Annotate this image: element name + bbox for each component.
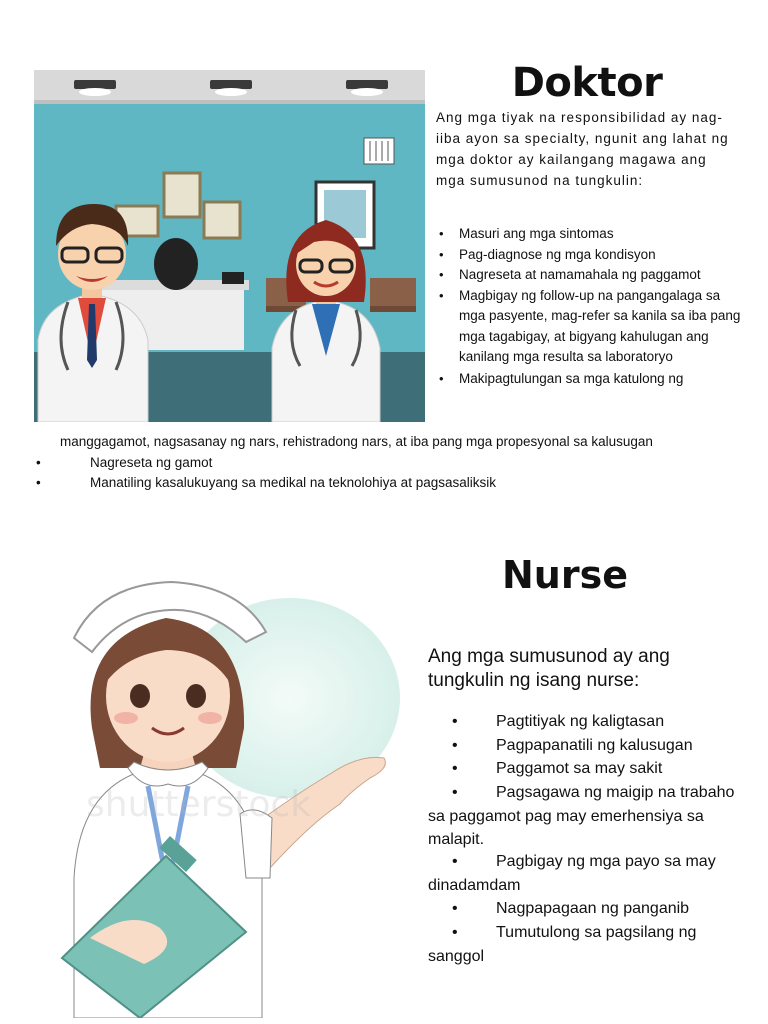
- bullet-icon: •: [439, 246, 444, 262]
- list-item: • Nagreseta at namamahala ng paggamot: [459, 265, 749, 286]
- list-item: • Manatiling kasalukuyang sa medikal na teknolohiya at pagsasaliksik: [90, 473, 496, 493]
- bullet-icon: •: [452, 760, 458, 777]
- doktor-title: Doktor: [511, 60, 663, 106]
- bullet-icon: •: [439, 226, 444, 241]
- bullet-icon: •: [452, 853, 458, 870]
- doktor-duties-list: [439, 224, 749, 389]
- bullet-icon: •: [452, 900, 458, 917]
- doktor-item-continuation: manggagamot, nagsasanay ng nars, rehistradong nars, at iba pang mga propesyonal sa kalusugan: [60, 434, 653, 449]
- bullet-icon: •: [439, 267, 444, 282]
- bullet-icon: •: [439, 370, 444, 386]
- doctors-illustration: [34, 70, 425, 422]
- list-item: • Magbigay ng follow-up na pangangalaga sa mga pasyente, mag-refer sa kanila sa iba pang mga tagabigay, at bigyang kahulugan ang kanilang mga resulta sa laboratoryo: [439, 287, 741, 364]
- bullet-icon: •: [452, 737, 458, 754]
- list-item: • Tumutulong sa pagsilang ng sanggol: [428, 921, 748, 968]
- list-item: • Pagtitiyak ng kaligtasan: [428, 710, 748, 734]
- list-item: • Pagbigay ng mga payo sa may dinadamdam: [428, 850, 748, 897]
- list-item: • Paggamot sa may sakit: [428, 757, 748, 781]
- bullet-icon: •: [36, 475, 41, 490]
- bullet-icon: •: [452, 713, 458, 730]
- list-item: • Pagsagawa ng maigip na trabaho sa paggamot pag may emerhensiya sa malapit.: [428, 781, 748, 852]
- nurse-title: Nurse: [502, 553, 628, 597]
- doktor-intro: Ang mga tiyak na responsibilidad ay nag-iiba ayon sa specialty, ngunit ang lahat ng mga doktor ay kailangang magawa ang mga sumusunod na tungkulin:: [436, 110, 729, 188]
- list-item: • Makipagtulungan sa mga katulong ng: [459, 369, 749, 390]
- watermark: shutterstock: [86, 784, 312, 825]
- bullet-icon: •: [36, 455, 41, 470]
- bullet-icon: •: [452, 924, 458, 941]
- list-item: • Nagreseta ng gamot: [90, 453, 212, 473]
- bullet-icon: •: [452, 784, 458, 801]
- list-item: • Pagpapanatili ng kalusugan: [428, 734, 748, 758]
- list-item: • Pag-diagnose ng mga kondisyon: [459, 245, 749, 266]
- list-item: • Nagpapagaan ng panganib: [428, 897, 748, 921]
- bullet-icon: •: [439, 287, 444, 303]
- list-item: • Masuri ang mga sintomas: [459, 224, 749, 245]
- nurse-intro: Ang mga sumusunod ay ang tungkulin ng isang nurse:: [428, 646, 670, 691]
